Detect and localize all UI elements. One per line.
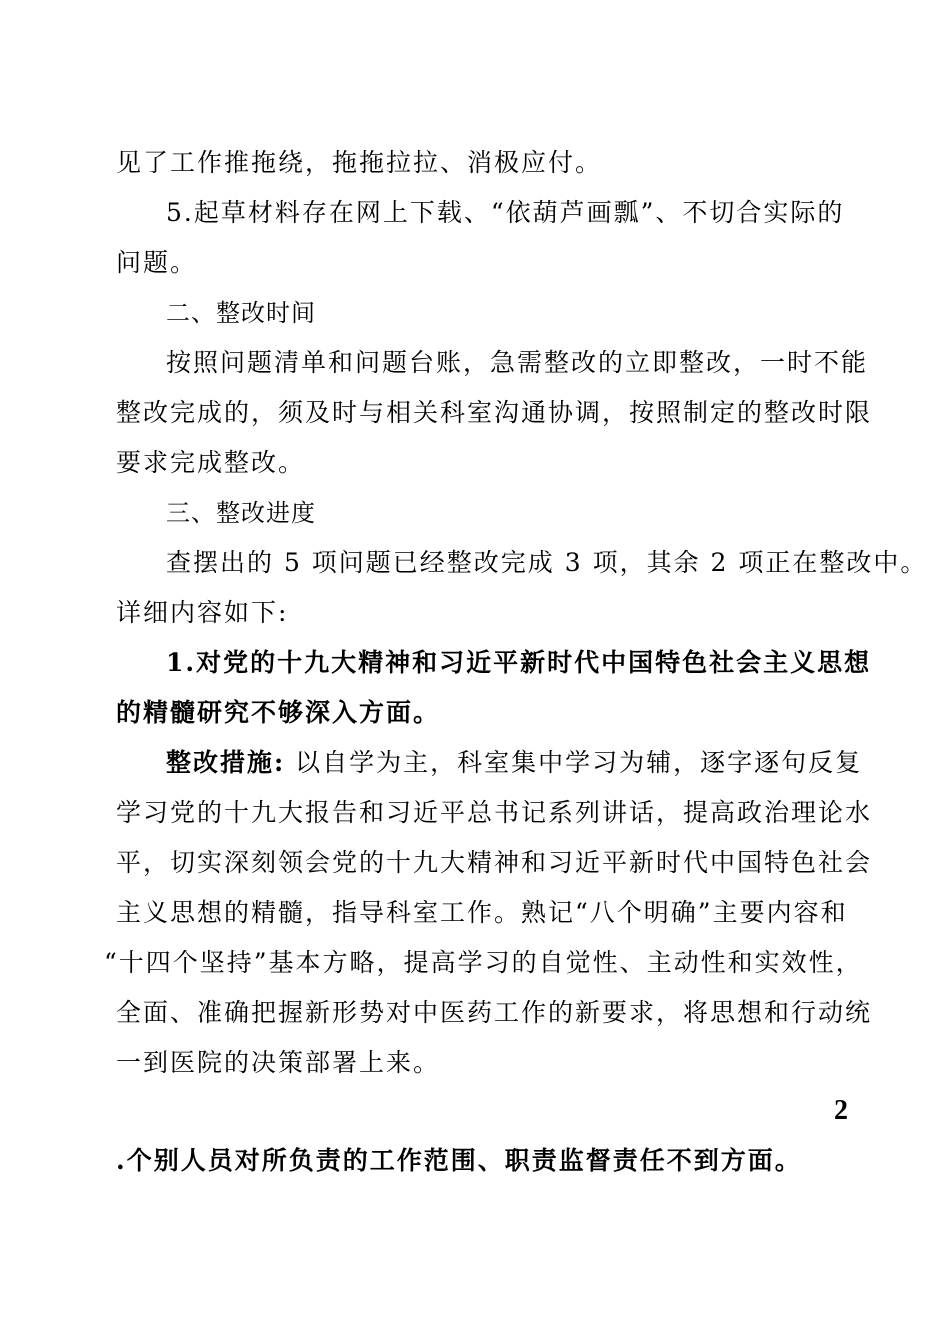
paragraph-line: 整改完成的，须及时与相关科室沟通协调，按照制定的整改时限 <box>116 398 873 427</box>
paragraph-line: 一到医院的决策部署上来。 <box>116 1048 441 1077</box>
item-title: .个别人员对所负责的工作范围、职责监督责任不到方面。 <box>116 1146 802 1175</box>
paragraph-line: 按照问题清单和问题台账，急需整改的立即整改，一时不能 <box>166 348 869 377</box>
paragraph-line: 5.起草材料存在网上下载、“依葫芦画瓢”、不切合实际的 <box>166 198 845 227</box>
paragraph-line: 问题。 <box>116 248 198 277</box>
paragraph-line: 详细内容如下: <box>116 598 289 627</box>
measures-text: 以自学为主，科室集中学习为辅，逐字逐句反复 <box>285 748 863 777</box>
page-number: 2 <box>834 1095 848 1126</box>
section-heading: 二、整改时间 <box>166 299 316 327</box>
paragraph-line: 学习党的十九大报告和习近平总书记系列讲话，提高政治理论水 <box>116 798 873 827</box>
paragraph-line: “十四个坚持”基本方略，提高学习的自觉性、主动性和实效性， <box>104 948 863 977</box>
paragraph-line: 见了工作推拖绕，拖拖拉拉、消极应付。 <box>116 148 603 177</box>
paragraph-line: 要求完成整改。 <box>116 448 306 477</box>
item-title: 的精髓研究不够深入方面。 <box>116 698 441 727</box>
paragraph-line: 平，切实深刻领会党的十九大精神和习近平新时代中国特色社会 <box>116 848 873 877</box>
section-heading: 三、整改进度 <box>166 499 316 527</box>
measures-label: 整改措施: <box>166 748 286 777</box>
paragraph-line: 主义思想的精髓，指导科室工作。熟记“八个明确”主要内容和 <box>116 898 848 927</box>
paragraph-line: 全面、准确把握新形势对中医药工作的新要求，将思想和行动统 <box>116 998 873 1027</box>
measures-line <box>166 748 862 778</box>
paragraph-line: 查摆出的 5 项问题已经整改完成 3 项，其余 2 项正在整改中。 <box>166 548 928 577</box>
item-title: 1.对党的十九大精神和习近平新时代中国特色社会主义思想 <box>166 648 872 677</box>
